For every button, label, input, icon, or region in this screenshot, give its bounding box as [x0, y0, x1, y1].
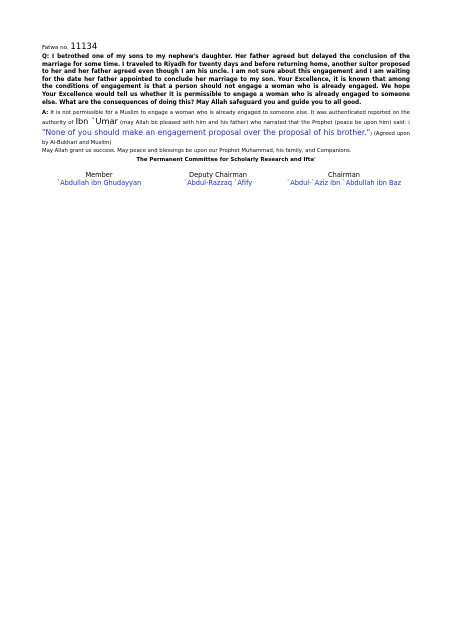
signatory-chairman — [274, 171, 414, 187]
answer-text-2: (may Allah be pleased with him and his father) who narrated that the Prophet (peace be upon him) said: — [120, 120, 407, 127]
hadith-reference: (Agreed upon by Al-Bukhari and Muslim) — [42, 130, 411, 146]
hadith-quote: "None of you should make an engagement proposal over the proposal of his brother." — [42, 127, 371, 137]
closing-prayer: May Allah grant us success. May peace and blessings be upon our Prophet Muhammad, his family, and Companions. — [42, 147, 352, 154]
fatwa-label: Fatwa no. — [42, 45, 69, 51]
signatory-role: Member — [85, 171, 113, 179]
fatwa-content — [42, 42, 410, 164]
signatory-role: Chairman — [328, 171, 360, 179]
signatures-block — [42, 171, 410, 191]
answer-paragraph — [42, 109, 410, 147]
fatwa-number: 11134 — [70, 41, 98, 51]
signatory-deputy-chairman — [158, 171, 278, 187]
signatory-role: Deputy Chairman — [189, 171, 247, 179]
question-paragraph — [42, 54, 410, 107]
committee-name: The Permanent Committee for Scholarly Research and Ifta' — [136, 156, 316, 163]
signatory-name: `Abdullah ibn Ghudayyan — [56, 179, 142, 187]
question-text: I betrothed one of my sons to my nephew's daughter. Her father agreed but delayed the conclusion of the marriage for some time. I traveled to Riyadh for twenty days and before returning home, another suitor proposed to her and her father agreed even though I am his uncle. I am not sure about this engagement and I am waiting for the date her father appointed to conclude her marriage to my son. Your Excellence, it is known that among the conditions of engagement is that a person should not engage a woman who is already engaged. We hope Your Excellence would tell us whether it is permissible to engage a woman who is already engaged to someone else. What are the consequences of doing this? May Allah safeguard you and guide you to all good. — [42, 54, 410, 106]
narrator-name: Ibn `Umar — [75, 116, 118, 127]
answer-prefix: A: — [42, 110, 49, 117]
hadith-bracket-open: ( — [408, 121, 411, 127]
answer-text-1: It is not permissible for a Muslim to engage a woman who is already engaged to someone else. It was authenticated reported on the authority of — [42, 110, 410, 127]
hadith-bracket-close: ) — [370, 131, 372, 137]
signatory-name: `Abdul-Razzaq `Afify — [183, 179, 253, 187]
signatory-name: `Abdul-`Aziz ibn `Abdullah ibn Baz — [286, 179, 402, 187]
fatwa-header — [42, 42, 410, 53]
signatory-member — [44, 171, 154, 187]
question-prefix: Q: — [42, 54, 50, 60]
